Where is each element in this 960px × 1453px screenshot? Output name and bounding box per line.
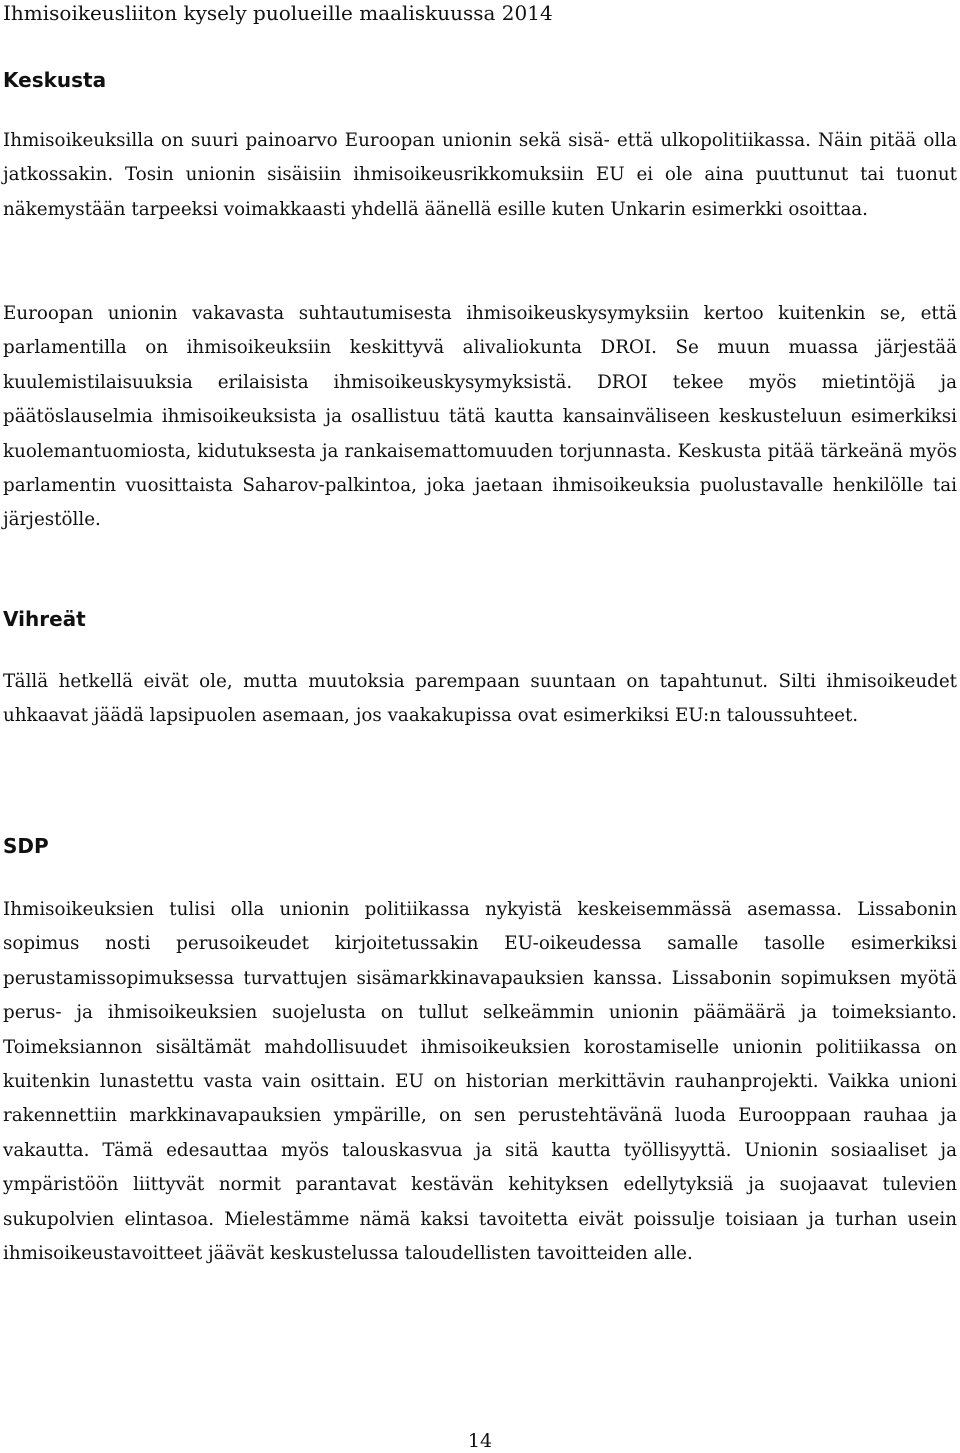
document-title: Ihmisoikeusliiton kysely puolueille maaliskuussa 2014: [3, 1, 553, 25]
section-heading-keskusta: Keskusta: [3, 68, 107, 92]
document-page: [3, 0, 957, 1451]
section-heading-vihreat: Vihreät: [3, 607, 86, 631]
section-heading-sdp: SDP: [3, 834, 49, 858]
keskusta-paragraph-2: Euroopan unionin vakavasta suhtautumisesta ihmisoikeuskysymyksiin kertoo kuitenkin se, että parlamentilla on ihmisoikeuksiin keskittyvä alivaliokunta DROI. Se muun muassa järjestää kuulemistilaisuuksia erilaisista ihmisoikeuskysymyksistä. DROI tekee myös mietintöjä ja päätöslauselmia ihmisoikeuksista ja osallistuu tätä kautta kansainväliseen keskusteluun esimerkiksi kuolemantuomiosta, kidutuksesta ja rankaisemattomuuden torjunnasta. Keskusta pitää tärkeänä myös parlamentin vuosittaista Saharov-palkintoa, joka jaetaan ihmisoikeuksia puolustavalle henkilölle tai järjestölle.: [3, 303, 957, 531]
sdp-paragraph-1: Ihmisoikeuksien tulisi olla unionin politiikassa nykyistä keskeisemmässä asemassa. Lissabonin sopimus nosti perusoikeudet kirjoitetussakin EU-oikeudessa samalle tasolle esimerkiksi perustamissopimuksessa turvattujen sisämarkkinavapauksien kanssa. Lissabonin sopimuksen myötä perus- ja ihmisoikeuksien suojelusta on tullut selkeämmin unionin päämäärä ja toimeksianto. Toimeksiannon sisältämät mahdollisuudet ihmisoikeuksien korostamiselle unionin politiikassa on kuitenkin lunastettu vasta vain osittain. EU on historian merkittävin rauhanprojekti. Vaikka unioni rakennettiin markkinavapauksien ympärille, on sen perustehtävänä luoda Eurooppaan rauhaa ja vakautta. Tämä edesauttaa myös talouskasvua ja sitä kautta työllisyyttä. Unionin sosiaaliset ja ympäristöön liittyvät normit parantavat kestävän kehityksen edellytyksiä ja suojaavat tulevien sukupolvien elintasoa. Mielestämme nämä kaksi tavoitetta eivät poissulje toisiaan ja turhan usein ihmisoikeustavoitteet jäävät keskustelussa taloudellisten tavoitteiden alle.: [3, 899, 957, 1265]
vihreat-paragraph-1: Tällä hetkellä eivät ole, mutta muutoksia parempaan suuntaan on tapahtunut. Silti ihmisoikeudet uhkaavat jäädä lapsipuolen asemaan, jos vaakakupissa ovat esimerkiksi EU:n taloussuhteet.: [3, 671, 957, 727]
keskusta-paragraph-1: Ihmisoikeuksilla on suuri painoarvo Euroopan unionin sekä sisä- että ulkopolitiikassa. Näin pitää olla jatkossakin. Tosin unionin sisäisiin ihmisoikeusrikkomuksiin EU ei ole aina puuttunut tai tuonut näkemystään tarpeeksi voimakkaasti yhdellä äänellä esille kuten Unkarin esimerkki osoittaa.: [3, 130, 957, 220]
page-number: 14: [467, 1430, 493, 1452]
